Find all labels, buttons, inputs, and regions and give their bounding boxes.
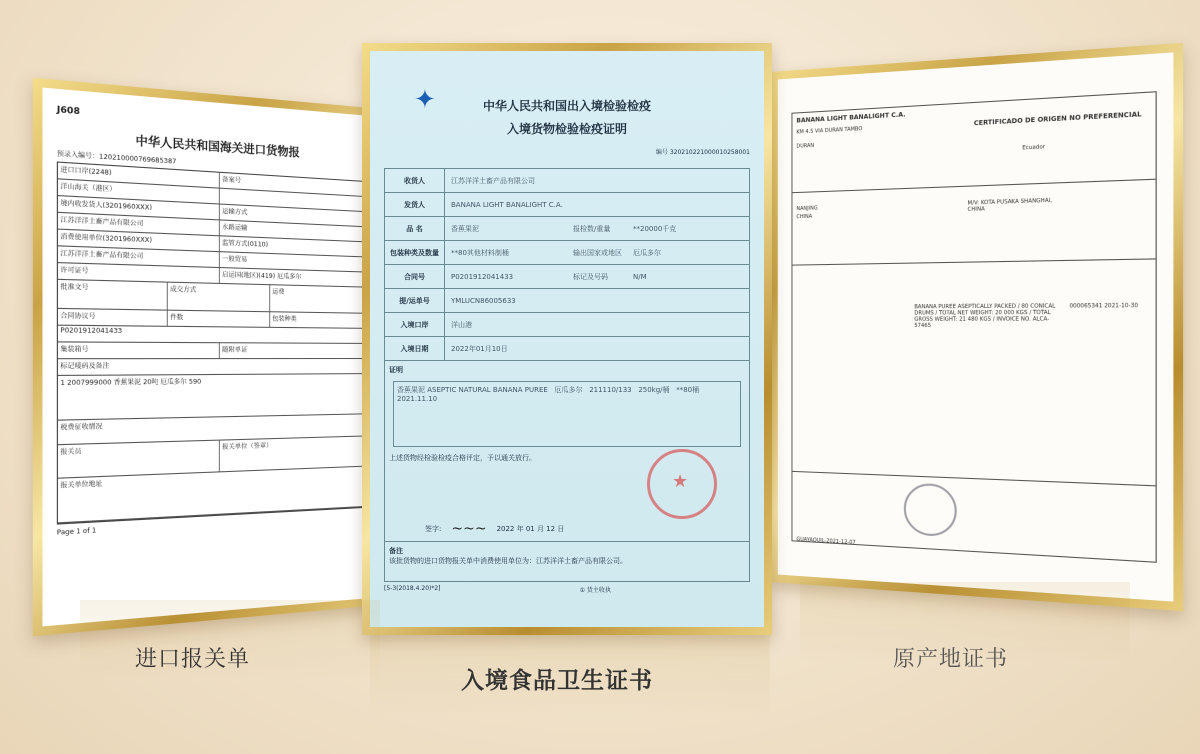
table-row: 洋山海关（港区）: [58, 179, 366, 212]
caption-health-certificate: 入境食品卫生证书: [461, 668, 653, 694]
place-date: GUAYAQUIL-2021-12-07: [796, 536, 856, 547]
invoice-info: 000065341 2021-10-30: [1069, 302, 1139, 310]
origin-country: Ecuador: [1022, 144, 1046, 152]
importer-country: CHINA: [796, 213, 813, 221]
table-row: 税费征收情况: [58, 414, 366, 445]
table-row: 江苏洋洋土畜产品有限公司 一般贸易: [58, 246, 366, 272]
form-code: J608: [56, 104, 81, 117]
table-row: 包装种类及数量 **80其他材料制桶 输出国家或地区 厄瓜多尔: [385, 241, 749, 265]
table-row: 合同号 P0201912041433 标记及号码 N/M: [385, 265, 749, 289]
signature-line: 签字: ~~~ 2022 年 01 月 12 日: [425, 521, 565, 537]
customs-declaration-paper: [42, 88, 374, 627]
table-row: 收货人 江苏洋洋土畜产品有限公司: [385, 169, 749, 193]
table-row: 境内收发货人(3201960XXX) 运输方式: [58, 196, 366, 227]
table-row: 提/运单号 YMLUCN86005633: [385, 289, 749, 313]
table-row: 标记唛码及备注: [58, 359, 366, 376]
stamp-star-icon: ★: [672, 471, 689, 492]
table-row: P0201912041433: [58, 326, 366, 344]
pre-entry-number: 预录入编号：120210000769685387: [56, 150, 177, 166]
health-certificate-paper: [370, 51, 764, 627]
origin-certificate-frame: [770, 43, 1183, 611]
table-row: 江苏洋洋土畜产品有限公司 水路运输: [58, 213, 366, 242]
table-row: 品 名 香蕉果泥 报检数/重量 **20000千克: [385, 217, 749, 241]
ciq-emblem-icon: ✦: [414, 85, 436, 115]
health-certificate-frame: [362, 43, 772, 635]
table-row: 1 2007999000 香蕉果泥 20吨 厄瓜多尔 590: [58, 374, 366, 421]
table-row: 消费使用单位(3201960XXX) 监管方式(0110): [58, 230, 366, 258]
table-row: 许可证号 启运国(地区)(419) 厄瓜多尔: [58, 263, 366, 287]
signature: ~~~: [451, 521, 487, 537]
table-row: 入境口岸 洋山港: [385, 313, 749, 337]
table-row: 批准文号 成交方式 运费: [58, 280, 366, 314]
table-row: 发货人 BANANA LIGHT BANALIGHT C.A.: [385, 193, 749, 217]
page-indicator: Page 1 of 1: [56, 526, 97, 537]
transport-mode: M/V: KOTA PUSAKA SHANGHAI, CHINA: [967, 197, 1053, 214]
remarks-text: 该批货物的进口货物报关单中消费使用单位为：江苏洋洋土畜产品有限公司。: [389, 557, 627, 565]
proof-section: 证明 香蕉果泥 ASEPTIC NATURAL BANANA PUREE 厄瓜多尔 211110/133 250kg/桶 **80桶 2021.11.10 上述货物经检验检疫合格评定，予以通关放行。 ★ 签字: ~~~ 2022 年 01 月 12 日: [385, 361, 749, 541]
caption-origin-certificate: 原产地证书: [893, 647, 1009, 672]
producer-name: BANANA LIGHT BANALIGHT C.A.: [796, 111, 906, 125]
table-row: 报关单位地址: [58, 467, 366, 524]
origin-certificate-form: [791, 91, 1156, 563]
table-row: 报关员 报关单位（签章）: [58, 436, 366, 478]
certificate-title: 入境货物检验检疫证明: [506, 122, 627, 136]
certificate-title: CERTIFICADO DE ORIGEN NO PREFERENCIAL: [973, 110, 1142, 128]
producer-city: DURAN: [796, 142, 815, 150]
certificate-table: [384, 168, 750, 582]
table-row: 进口口岸(2248) 备案号: [58, 163, 366, 197]
customs-title: 中华人民共和国海关进口货物报: [135, 133, 300, 160]
goods-description: BANANA PUREE ASEPTICALLY PACKED / 80 CONICAL DRUMS / TOTAL NET WEIGHT: 20 000 KGS / TOTAL GROSS WEIGHT: 21 480 KGS / INVOICE NO. ALCA-57465: [914, 303, 1056, 330]
certificate-footer: [5-3(2018.4.20)*2] ① 货主收执: [384, 585, 611, 594]
remarks-section: 备注 该批货物的进口货物报关单中消费使用单位为：江苏洋洋土畜产品有限公司。: [385, 541, 749, 581]
table-row: 入境日期 2022年01月10日: [385, 337, 749, 361]
customs-declaration-frame: [33, 78, 382, 637]
importer-city: NANJING: [796, 205, 818, 213]
table-row: 合同协议号 件数 包装种类: [58, 309, 366, 329]
ecuador-seal: [904, 483, 957, 538]
certificate-number: 编号 320210221000010258001: [655, 149, 750, 156]
origin-certificate-paper: [778, 52, 1174, 601]
proof-statement: 上述货物经检验检疫合格评定，予以通关放行。: [389, 454, 536, 462]
customs-table: [57, 161, 367, 524]
goods-detail-table: 香蕉果泥 ASEPTIC NATURAL BANANA PUREE 厄瓜多尔 211110/133 250kg/桶 **80桶 2021.11.10: [393, 381, 741, 447]
table-row: 集装箱号 随附单证: [58, 342, 366, 359]
certificate-issuer: 中华人民共和国出入境检验检疫: [482, 99, 651, 113]
producer-address: KM 4.5 VIA DURAN TAMBO: [796, 125, 863, 136]
caption-customs-declaration: 进口报关单: [135, 647, 251, 672]
